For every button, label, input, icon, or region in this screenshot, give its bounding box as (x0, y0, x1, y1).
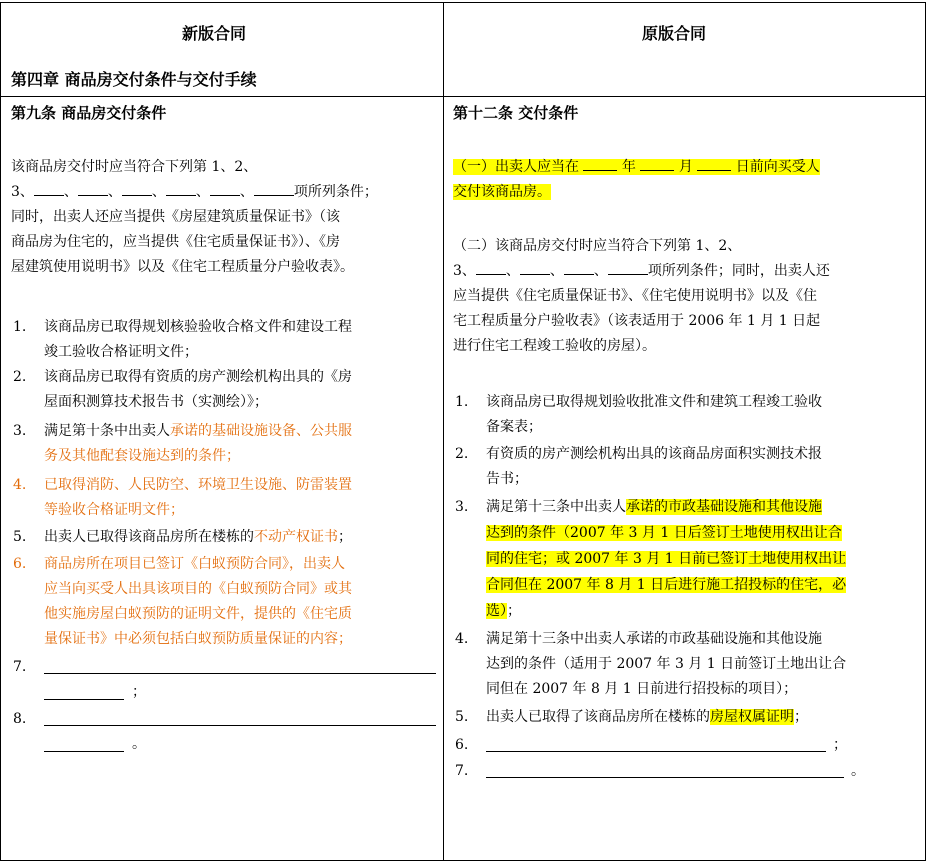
new-item-4-number: 4. (13, 477, 27, 493)
new-item-3-number: 3. (13, 423, 27, 439)
old-item-3-line-1: 满足第十三条中出卖人承诺的市政基础设施和其他设施 (486, 499, 822, 515)
new-item-1-line-1: 该商品房已取得规划核验验收合格文件和建设工程 (44, 319, 352, 335)
new-intro-line-1: 该商品房交付时应当符合下列第 1、2、 (11, 159, 258, 175)
old-item-1-line-1: 该商品房已取得规划验收批准文件和建筑工程竣工验收 (486, 394, 822, 410)
old-para-2-line-5: 进行住宅工程竣工验收的房屋）。 (453, 338, 656, 354)
old-item-5-number: 5. (455, 709, 469, 725)
old-item-3-line-2: 达到的条件（2007 年 3 月 1 日后签订土地使用权出让合 (486, 525, 842, 541)
old-item-7-number: 7. (455, 763, 469, 779)
old-item-3-line-4: 合同但在 2007 年 8 月 1 日后进行施工招投标的住宅，必 (486, 577, 847, 593)
old-item-6-blank (486, 751, 826, 752)
new-item-4-line-2: 等验收合格证明文件； (44, 502, 184, 518)
new-item-6-line-3: 他实施房屋白蚁预防的证明文件，提供的《住宅质 (44, 606, 352, 622)
old-para-1-line-2: 交付该商品房。 (453, 184, 551, 200)
old-article-title: 第十二条 交付条件 (453, 104, 579, 122)
new-contract-header: 新版合同 (182, 24, 247, 43)
new-intro-line-3: 同时，出卖人还应当提供《房屋建筑质量保证书》（该 (11, 209, 340, 225)
old-para-2-line-2: 3、 、 、 、 项所列条件；同时，出卖人还 (453, 259, 830, 284)
old-para-2-line-1: （二）该商品房交付时应当符合下列第 1、2、 (453, 238, 742, 254)
new-item-7-number: 7. (13, 659, 27, 675)
old-contract-header: 原版合同 (642, 24, 707, 43)
new-item-6-line-4: 量保证书》中必须包括白蚁预防质量保证的内容； (44, 631, 352, 647)
old-item-5-line: 出卖人已取得了该商品房所在楼栋的房屋权属证明； (486, 709, 808, 725)
old-item-7-blank (486, 777, 844, 778)
old-item-2-number: 2. (455, 446, 469, 462)
new-item-8-blank-2 (44, 751, 124, 752)
new-item-1-line-2: 竣工验收合格证明文件； (44, 344, 198, 360)
new-intro-line-2: 3、 、 、 、 、 、 项所列条件； (11, 180, 378, 205)
new-item-2-line-2: 屋面积测算技术报告书（实测绘）》； (44, 394, 268, 410)
new-item-8-end: 。 (132, 736, 146, 752)
old-item-3-line-5: 选）； (486, 603, 521, 619)
old-item-7-end: 。 (851, 763, 865, 779)
old-item-4-line-1: 满足第十三条中出卖人承诺的市政基础设施和其他设施 (486, 631, 822, 647)
old-item-4-number: 4. (455, 631, 469, 647)
column-divider (443, 3, 444, 860)
new-intro-line-5: 屋建筑使用说明书》以及《住宅工程质量分户验收表》。 (11, 259, 354, 275)
new-item-2-line-1: 该商品房已取得有资质的房产测绘机构出具的《房 (44, 369, 352, 385)
old-item-3-number: 3. (455, 499, 469, 515)
header-divider (1, 96, 925, 97)
new-article-title: 第九条 商品房交付条件 (11, 104, 167, 122)
new-item-4-line-1: 已取得消防、人民防空、环境卫生设施、防雷装置 (44, 477, 352, 493)
old-item-1-number: 1. (455, 394, 469, 410)
old-item-4-line-3: 同但在 2007 年 8 月 1 日前进行招投标的项目）； (486, 681, 798, 697)
old-item-2-line-2: 告书； (486, 471, 528, 487)
new-item-1-number: 1. (13, 319, 27, 335)
new-item-8-blank-1 (44, 725, 436, 726)
chapter-title: 第四章 商品房交付条件与交付手续 (11, 70, 257, 89)
comparison-table (0, 2, 926, 861)
new-item-6-number: 6. (13, 556, 27, 572)
old-item-6-end: ； (833, 737, 847, 753)
old-item-6-number: 6. (455, 737, 469, 753)
new-item-6-line-2: 应当向买受人出具该项目的《白蚁预防合同》或其 (44, 581, 352, 597)
new-item-3-line-2: 务及其他配套设施达到的条件； (44, 448, 240, 464)
new-item-6-line-1: 商品房所在项目已签订《白蚁预防合同》，出卖人 (44, 556, 345, 572)
new-intro-line-4: 商品房为住宅的，应当提供《住宅质量保证书》）、《房 (11, 234, 340, 250)
new-item-3-line-1: 满足第十条中出卖人承诺的基础设施设备、公共服 (44, 423, 352, 439)
old-para-2-line-3: 应当提供《住宅质量保证书》、《住宅使用说明书》以及《住 (453, 288, 817, 304)
new-item-7-blank-2 (44, 699, 124, 700)
old-item-2-line-1: 有资质的房产测绘机构出具的该商品房面积实测技术报 (486, 446, 822, 462)
new-item-5-line: 出卖人已取得该商品房所在楼栋的不动产权证书； (44, 529, 352, 545)
old-item-1-line-2: 备案表； (486, 419, 542, 435)
old-para-2-line-4: 宅工程质量分户验收表》（该表适用于 2006 年 1 月 1 日起 (453, 313, 821, 329)
new-item-5-number: 5. (13, 529, 27, 545)
old-para-1-line-1: （一）出卖人应当在 年 月 日前向买受人 (453, 155, 820, 180)
new-item-8-number: 8. (13, 711, 27, 727)
old-item-3-line-3: 同的住宅；或 2007 年 3 月 1 日前已签订土地使用权出让 (486, 551, 847, 567)
old-item-4-line-2: 达到的条件（适用于 2007 年 3 月 1 日前签订土地出让合 (486, 656, 847, 672)
new-item-7-end: ； (132, 684, 146, 700)
new-item-7-blank-1 (44, 673, 436, 674)
new-item-2-number: 2. (13, 369, 27, 385)
